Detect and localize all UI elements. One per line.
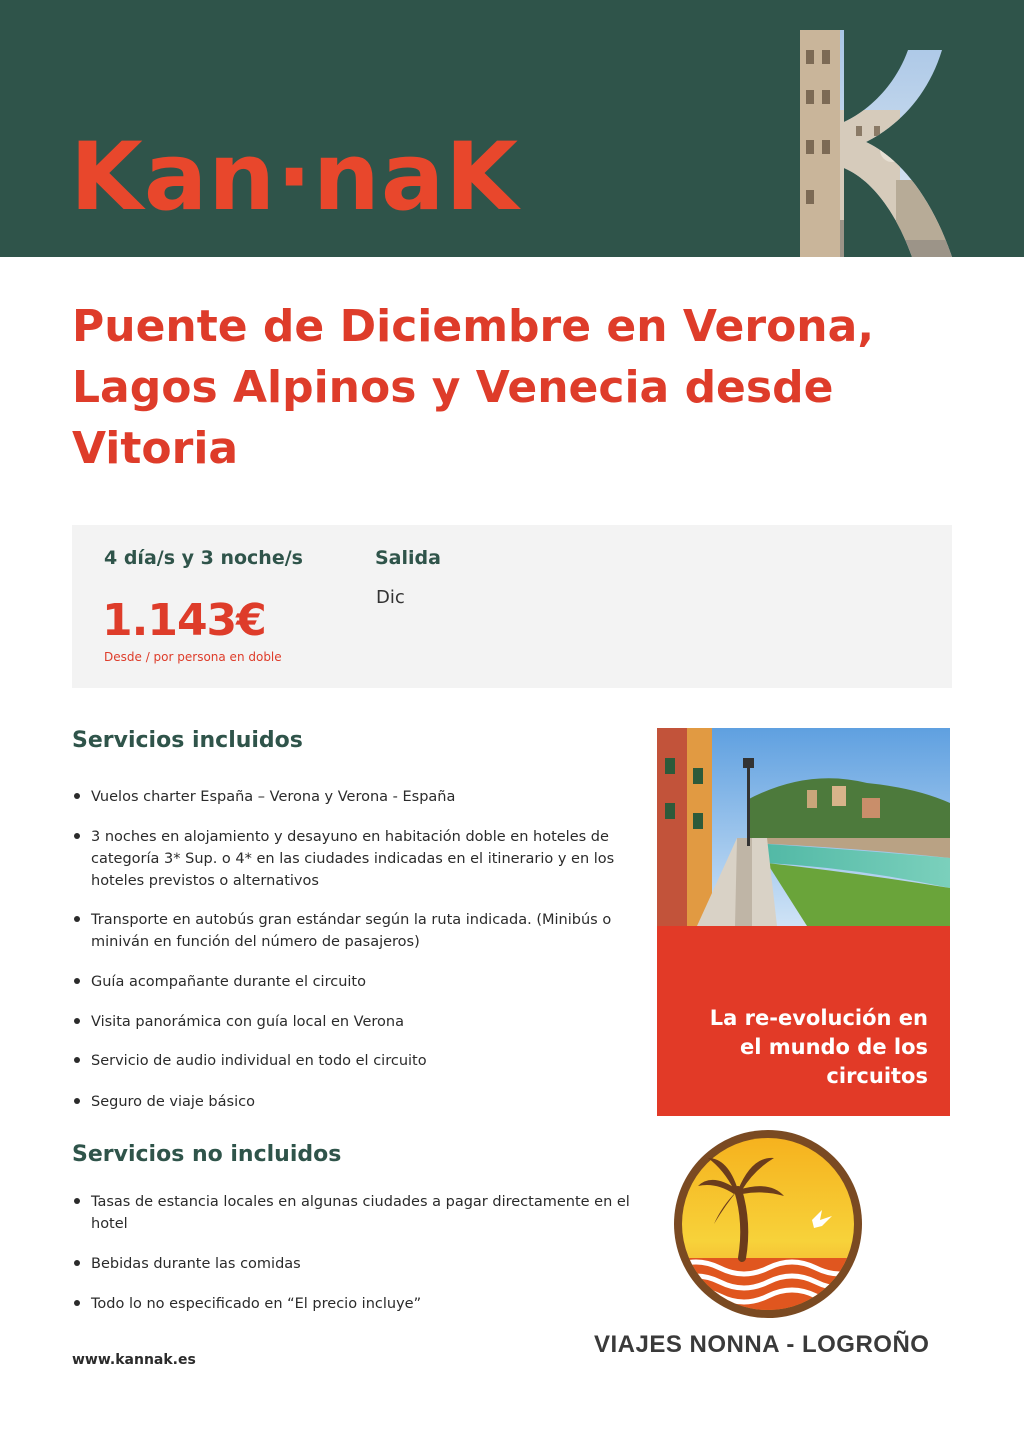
list-item: Transporte en autobús gran estándar según la ruta indicada. (Minibús o miniván en función del número de pasajeros): [72, 909, 671, 953]
brand-logo: Kan·naK: [70, 123, 520, 232]
header-banner: [0, 0, 1024, 257]
promo-line: La re-evolución en: [709, 1006, 928, 1030]
title-line: Lagos Alpinos y Venecia desde: [72, 362, 834, 413]
list-item: Servicio de audio individual en todo el circuito: [72, 1050, 671, 1072]
list-item: Bebidas durante las comidas: [72, 1253, 671, 1275]
not-included-services-title: Servicios no incluidos: [72, 1142, 342, 1167]
promo-banner: [657, 926, 950, 1116]
trip-duration: 4 día/s y 3 noche/s: [104, 547, 303, 569]
title-line: Vitoria: [72, 423, 239, 474]
list-item: Seguro de viaje básico: [72, 1091, 671, 1113]
page-title: [72, 296, 952, 479]
title-line: Puente de Diciembre en Verona,: [72, 301, 875, 352]
included-services-title: Servicios incluidos: [72, 728, 303, 753]
departure-value: Dic: [376, 587, 405, 608]
verona-river-photo: [657, 728, 950, 926]
list-item: Vuelos charter España – Verona y Verona - España: [72, 786, 671, 808]
list-item: Guía acompañante durante el circuito: [72, 971, 671, 993]
list-item: Tasas de estancia locales en algunas ciudades a pagar directamente en el hotel: [72, 1191, 671, 1235]
website-link[interactable]: www.kannak.es: [72, 1352, 196, 1368]
agency-name: VIAJES NONNA - LOGROÑO: [594, 1331, 930, 1358]
promo-text: [668, 1004, 928, 1091]
price-note: Desde / por persona en doble: [104, 650, 282, 664]
trip-price: 1.143€: [102, 595, 266, 646]
list-item: 3 noches en alojamiento y desayuno en habitación doble en hoteles de categoría 3* Sup. o 4* en las ciudades indicadas en el itinerario y en los hoteles previstos o alternativos: [72, 826, 671, 892]
list-item: Visita panorámica con guía local en Verona: [72, 1011, 671, 1033]
trip-info-box: [72, 525, 952, 688]
list-item: Todo lo no especificado en “El precio incluye”: [72, 1293, 671, 1315]
promo-line: circuitos: [826, 1064, 928, 1088]
palm-tree-logo-icon: [672, 1128, 864, 1320]
k-letter-photo-icon: [800, 30, 952, 257]
promo-line: el mundo de los: [739, 1035, 928, 1059]
departure-label: Salida: [375, 547, 441, 569]
